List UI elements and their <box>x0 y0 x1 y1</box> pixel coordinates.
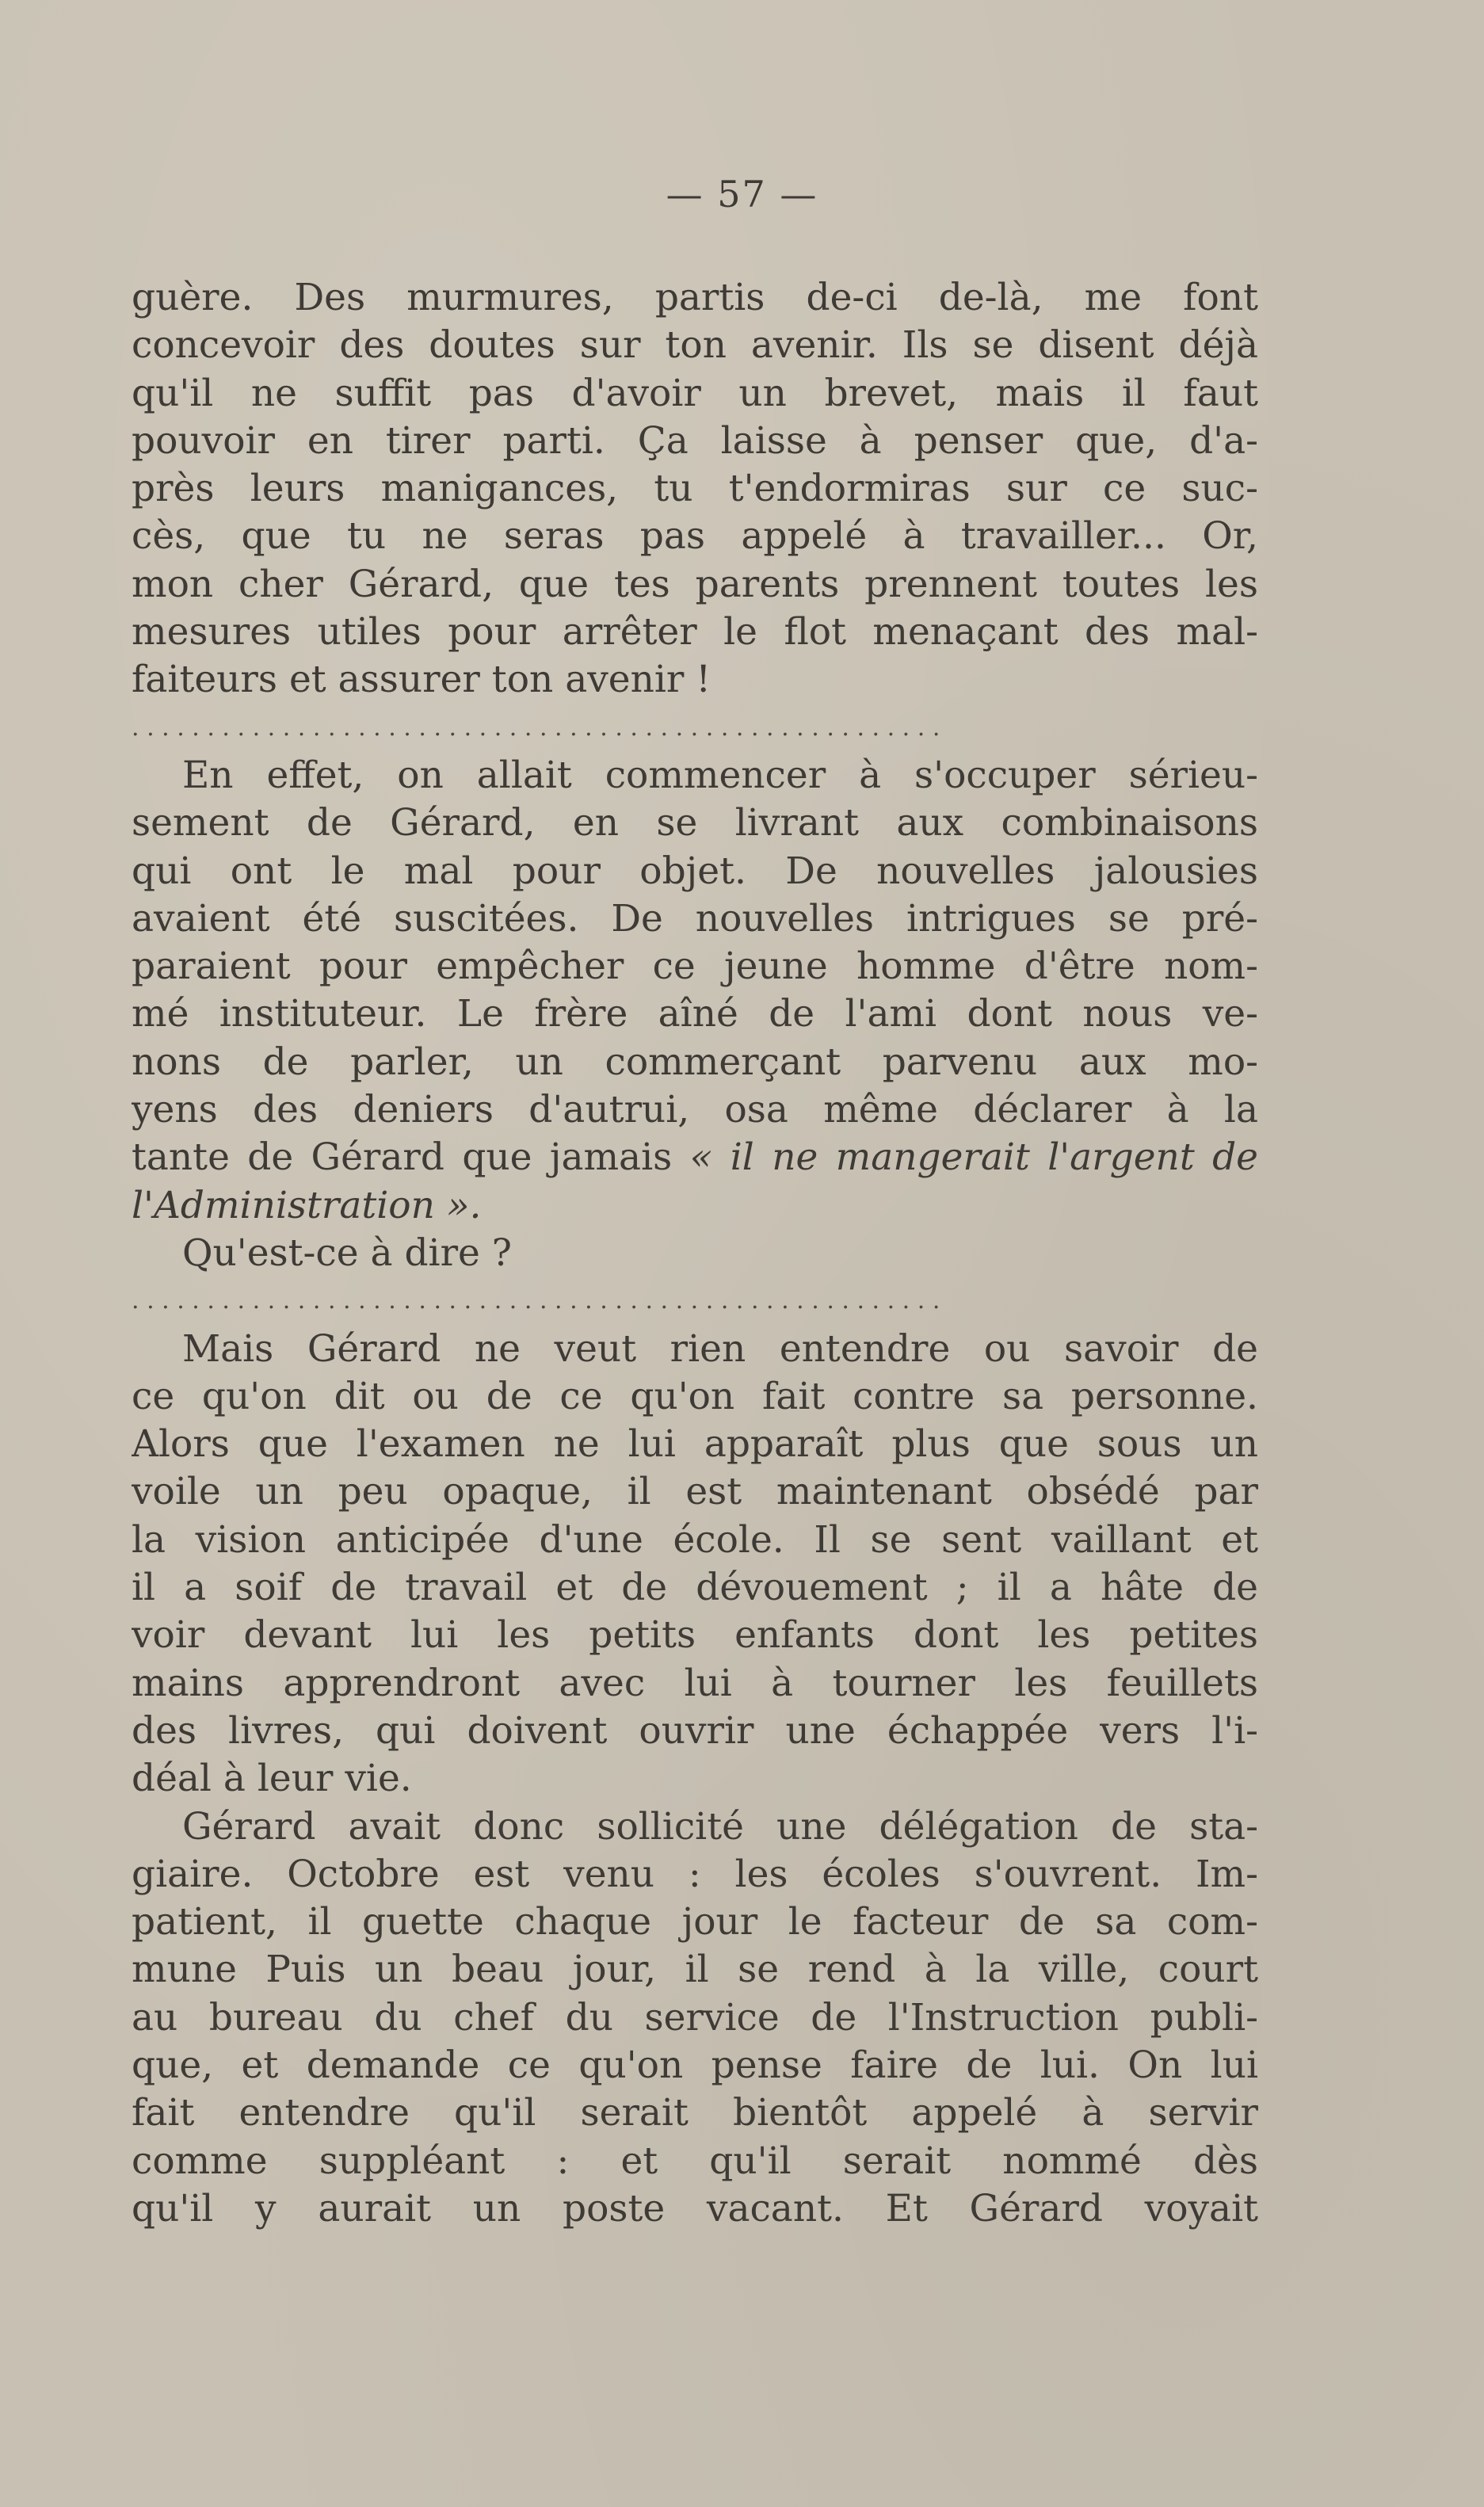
text-line: qu'il ne suffit pas d'avoir un brevet, mais il faut <box>132 371 1258 415</box>
italic-quote: « il ne mangerait l'argent de <box>689 1135 1258 1180</box>
text-line: yens des deniers d'autrui, osa même déclarer à la <box>132 1088 1258 1132</box>
text-line: paraient pour empêcher ce jeune homme d'être nom- <box>132 944 1258 989</box>
text-line: patient, il guette chaque jour le facteur de sa com- <box>132 1900 1258 1944</box>
text-line: voile un peu opaque, il est maintenant obsédé par <box>132 1470 1258 1514</box>
text-line: cès, que tu ne seras pas appelé à travailler... Or, <box>132 514 1258 559</box>
text-line-question: Qu'est-ce à dire ? <box>182 1231 513 1275</box>
text-line: Gérard avait donc sollicité une délégation de sta- <box>182 1804 1258 1849</box>
text-line: il a soif de travail et de dévouement ; il a hâte de <box>132 1566 1258 1610</box>
text-line: comme suppléant : et qu'il serait nommé dès <box>132 2139 1258 2183</box>
text-line: ce qu'on dit ou de ce qu'on fait contre sa personne. <box>132 1374 1258 1418</box>
text-line: qu'il y aurait un poste vacant. Et Gérard voyait <box>132 2186 1258 2230</box>
text-line <box>132 1134 1258 1181</box>
italic-quote-end: l'Administration ». <box>132 1183 482 1227</box>
text-line: avaient été suscitées. De nouvelles intrigues se pré- <box>132 896 1258 941</box>
text-line: près leurs manigances, tu t'endormiras sur ce suc- <box>132 467 1258 511</box>
text-line: mesures utiles pour arrêter le flot menaçant des mal- <box>132 610 1258 654</box>
text-line: nons de parler, un commerçant parvenu aux mo- <box>132 1040 1258 1084</box>
dotted-separator: . . . . . . . . . . . . . . . . . . . . . . . . . . . . . . . . . . . . . . . . . . . . . . . . . . . . . . <box>132 1287 940 1315</box>
text-line: fait entendre qu'il serait bientôt appelé à servir <box>132 2091 1258 2135</box>
text-line: déal à leur vie. <box>132 1757 412 1801</box>
text-line: mune Puis un beau jour, il se rend à la ville, court <box>132 1948 1258 1992</box>
text-line: Mais Gérard ne veut rien entendre ou savoir de <box>182 1326 1258 1371</box>
text-line: qui ont le mal pour objet. De nouvelles jalousies <box>132 849 1258 893</box>
text-line: au bureau du chef du service de l'Instruction publi- <box>132 1995 1258 2040</box>
text-line: giaire. Octobre est venu : les écoles s'ouvrent. Im- <box>132 1852 1258 1896</box>
text-line: En effet, on allait commencer à s'occuper sérieu- <box>182 753 1258 797</box>
page-number: — 57 — <box>666 173 818 216</box>
text-line: voir devant lui les petits enfants dont les petites <box>132 1613 1258 1658</box>
body-text <box>132 274 1258 2233</box>
text-line: sement de Gérard, en se livrant aux combinaisons <box>132 801 1258 845</box>
text-line: concevoir des doutes sur ton avenir. Ils se disent déjà <box>132 323 1258 368</box>
text-line: mé instituteur. Le frère aîné de l'ami dont nous ve- <box>132 992 1258 1036</box>
text-line: faiteurs et assurer ton avenir ! <box>132 658 711 702</box>
text-line: que, et demande ce qu'on pense faire de lui. On lui <box>132 2043 1258 2087</box>
text-line: Alors que l'examen ne lui apparaît plus que sous un <box>132 1422 1258 1467</box>
text-line: mon cher Gérard, que tes parents prennent toutes les <box>132 562 1258 606</box>
text-line: guère. Des murmures, partis de-ci de-là, me font <box>132 276 1258 319</box>
text-line: des livres, qui doivent ouvrir une échappée vers l'i- <box>132 1708 1258 1753</box>
dotted-separator: . . . . . . . . . . . . . . . . . . . . . . . . . . . . . . . . . . . . . . . . . . . . . . . . . . . . . . <box>132 713 940 742</box>
text-line: la vision anticipée d'une école. Il se sent vaillant et <box>132 1517 1258 1562</box>
text-line: mains apprendront avec lui à tourner les feuillets <box>132 1661 1258 1705</box>
text-segment: tante de Gérard que jamais <box>132 1135 673 1180</box>
text-line: pouvoir en tirer parti. Ça laisse à penser que, d'a- <box>132 418 1258 463</box>
